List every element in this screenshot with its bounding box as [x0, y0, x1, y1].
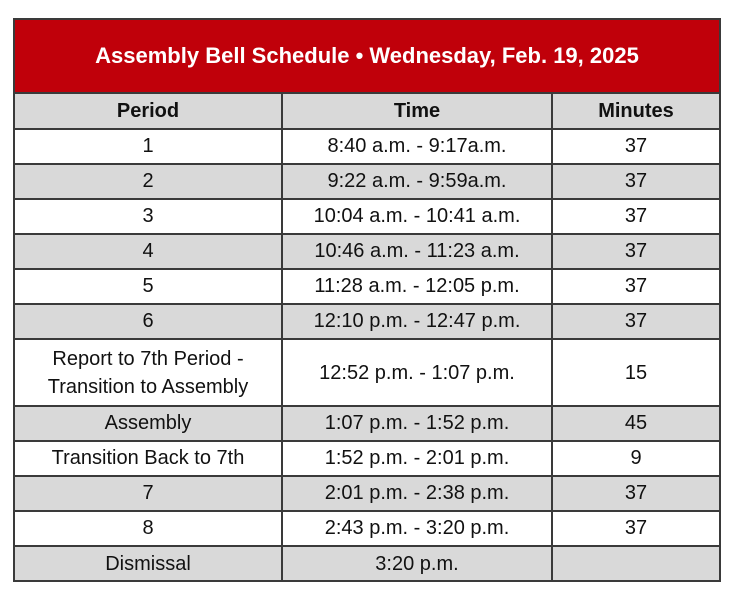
- minutes-cell: 9: [552, 441, 719, 476]
- period-cell: [15, 339, 282, 406]
- time-cell: 2:43 p.m. - 3:20 p.m.: [282, 511, 552, 546]
- time-cell: 1:07 p.m. - 1:52 p.m.: [282, 406, 552, 441]
- time-cell: 10:04 a.m. - 10:41 a.m.: [282, 199, 552, 234]
- table-row: [15, 199, 719, 234]
- period-line-1: Report to 7th Period -: [52, 347, 244, 370]
- time-cell: 12:10 p.m. - 12:47 p.m.: [282, 304, 552, 339]
- minutes-cell: [552, 546, 719, 581]
- period-cell: 4: [15, 234, 282, 269]
- minutes-cell: 37: [552, 476, 719, 511]
- time-cell: 12:52 p.m. - 1:07 p.m.: [282, 339, 552, 406]
- period-cell: Dismissal: [15, 546, 282, 581]
- period-cell: Transition Back to 7th: [15, 441, 282, 476]
- period-cell: 3: [15, 199, 282, 234]
- period-cell: Assembly: [15, 406, 282, 441]
- time-cell: 10:46 a.m. - 11:23 a.m.: [282, 234, 552, 269]
- table-row: [15, 304, 719, 339]
- header-minutes: Minutes: [552, 94, 719, 129]
- minutes-cell: 37: [552, 164, 719, 199]
- table-row: [15, 441, 719, 476]
- time-cell: 9:22 a.m. - 9:59a.m.: [282, 164, 552, 199]
- table-row: [15, 476, 719, 511]
- period-cell: 8: [15, 511, 282, 546]
- bell-schedule-table: [13, 18, 721, 582]
- header-row: [15, 94, 719, 129]
- table-row: [15, 129, 719, 164]
- table-row: [15, 546, 719, 581]
- table-row: [15, 269, 719, 304]
- time-cell: 3:20 p.m.: [282, 546, 552, 581]
- table-row: [15, 511, 719, 546]
- minutes-cell: 37: [552, 304, 719, 339]
- minutes-cell: 15: [552, 339, 719, 406]
- table-row: [15, 339, 719, 406]
- period-cell: 5: [15, 269, 282, 304]
- minutes-cell: 45: [552, 406, 719, 441]
- minutes-cell: 37: [552, 511, 719, 546]
- minutes-cell: 37: [552, 234, 719, 269]
- header-time: Time: [282, 94, 552, 129]
- schedule-title: Assembly Bell Schedule • Wednesday, Feb. 19, 2025: [15, 20, 719, 94]
- period-cell: 1: [15, 129, 282, 164]
- schedule-grid: [15, 94, 719, 581]
- period-cell: 7: [15, 476, 282, 511]
- minutes-cell: 37: [552, 129, 719, 164]
- minutes-cell: 37: [552, 199, 719, 234]
- time-cell: 1:52 p.m. - 2:01 p.m.: [282, 441, 552, 476]
- time-cell: 8:40 a.m. - 9:17a.m.: [282, 129, 552, 164]
- period-cell: 6: [15, 304, 282, 339]
- header-period: Period: [15, 94, 282, 129]
- table-row: [15, 164, 719, 199]
- period-cell: 2: [15, 164, 282, 199]
- table-row: [15, 234, 719, 269]
- minutes-cell: 37: [552, 269, 719, 304]
- time-cell: 2:01 p.m. - 2:38 p.m.: [282, 476, 552, 511]
- table-row: [15, 406, 719, 441]
- period-line-2: Transition to Assembly: [47, 375, 249, 398]
- time-cell: 11:28 a.m. - 12:05 p.m.: [282, 269, 552, 304]
